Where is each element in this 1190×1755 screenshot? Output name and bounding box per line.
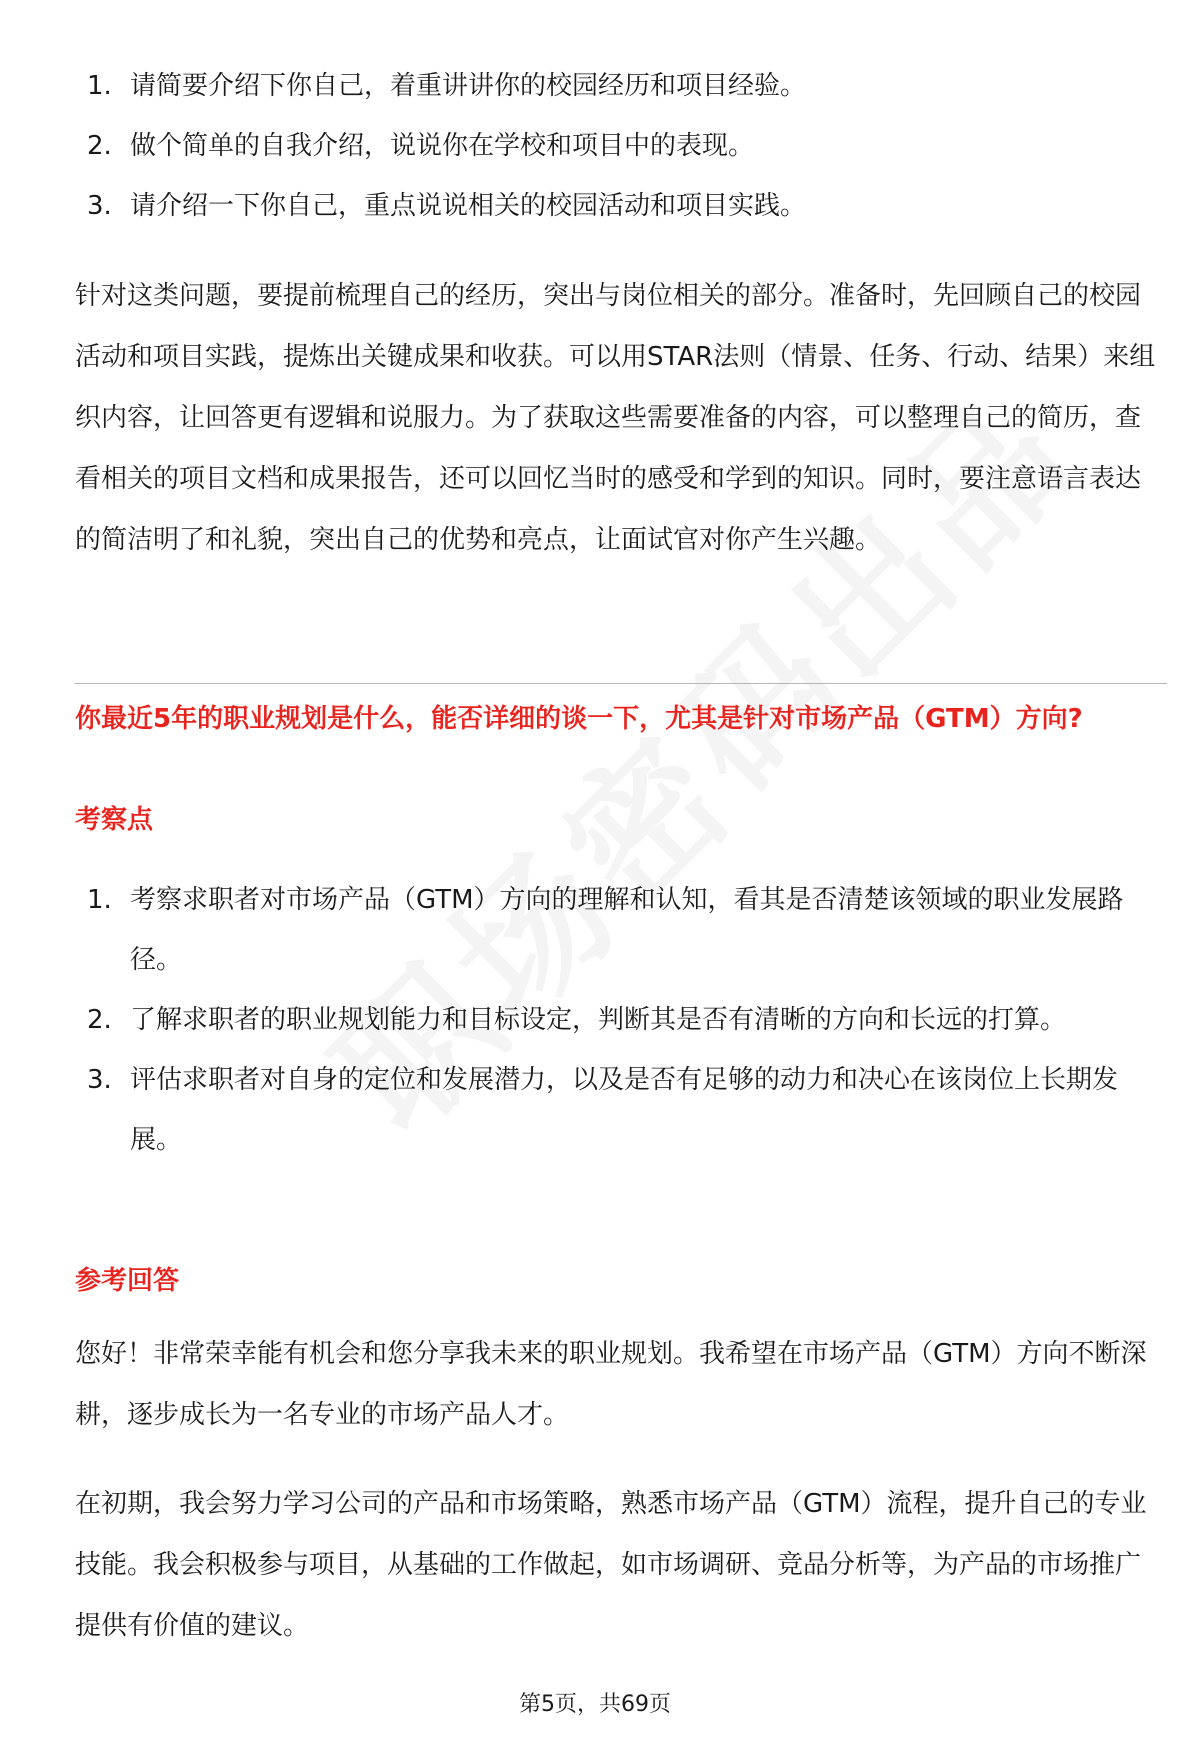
list-number: 1.	[87, 885, 112, 915]
list-number: 3.	[87, 191, 112, 221]
question-title: 你最近5年的职业规划是什么，能否详细的谈一下，尤其是针对市场产品（GTM）方向?	[75, 704, 1083, 734]
assessment-heading: 考察点	[75, 805, 154, 835]
list-number: 2.	[87, 131, 112, 161]
list-item: 1. 请简要介绍下你自己，着重讲讲你的校园经历和项目经验。	[87, 56, 1147, 116]
list-item: 3. 评估求职者对自身的定位和发展潜力，以及是否有足够的动力和决心在该岗位上长期发展。	[87, 1050, 1167, 1170]
list-number: 2.	[87, 1005, 112, 1035]
list-number: 1.	[87, 71, 112, 101]
answer-heading: 参考回答	[75, 1266, 180, 1296]
answer-paragraph: 您好！非常荣幸能有机会和您分享我未来的职业规划。我希望在市场产品（GTM）方向不断深耕，逐步成长为一名专业的市场产品人才。	[75, 1339, 1147, 1430]
list-item: 2. 了解求职者的职业规划能力和目标设定，判断其是否有清晰的方向和长远的打算。	[87, 990, 1167, 1050]
intro-paragraph: 针对这类问题，要提前梳理自己的经历，突出与岗位相关的部分。准备时，先回顾自己的校园活动和项目实践，提炼出关键成果和收获。可以用STAR法则（情景、任务、行动、结果）来组织内容，让回答更有逻辑和说服力。为了获取这些需要准备的内容，可以整理自己的简历，查看相关的项目文档和成果报告，还可以回忆当时的感受和学到的知识。同时，要注意语言表达的简洁明了和礼貌，突出自己的优势和亮点，让面试官对你产生兴趣。	[75, 281, 1156, 555]
section-divider	[75, 683, 1167, 684]
answer-paragraph: 在初期，我会努力学习公司的产品和市场策略，熟悉市场产品（GTM）流程，提升自己的专业技能。我会积极参与项目，从基础的工作做起，如市场调研、竞品分析等，为产品的市场推广提供有价值的建议。	[75, 1489, 1147, 1641]
intro-question-list	[87, 56, 1147, 236]
list-item: 1. 考察求职者对市场产品（GTM）方向的理解和认知，看其是否清楚该领域的职业发展路径。	[87, 870, 1167, 990]
list-number: 3.	[87, 1065, 112, 1095]
list-item: 3. 请介绍一下你自己，重点说说相关的校园活动和项目实践。	[87, 176, 1147, 236]
assessment-list	[87, 870, 1167, 1170]
list-item: 2. 做个简单的自我介绍，说说你在学校和项目中的表现。	[87, 116, 1147, 176]
page-footer: 第5页，共69页	[519, 1692, 671, 1717]
